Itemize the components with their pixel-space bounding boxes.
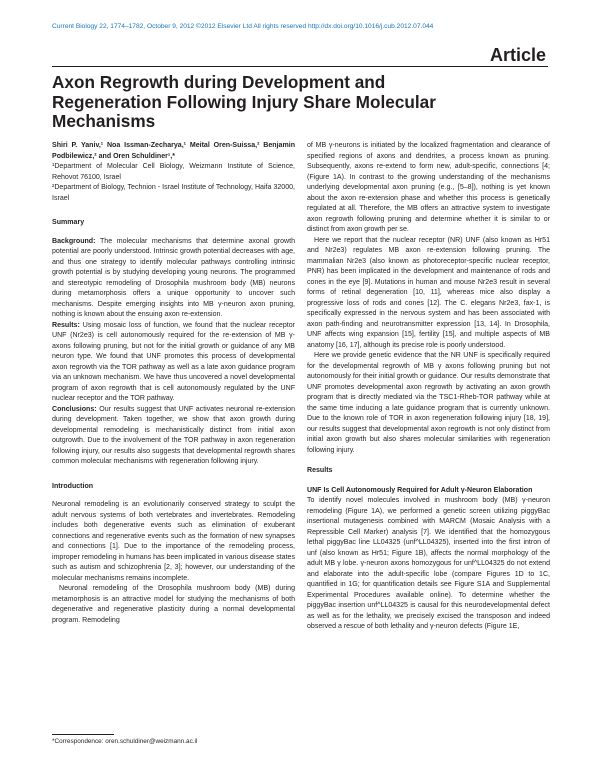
paper-title: Axon Regrowth during Development and Regeneration Following Injury Share Molecular Mechanisms — [52, 72, 436, 131]
affiliation-1: ¹Department of Molecular Cell Biology, Weizmann Institute of Science, Rehovot 76100, Israel — [52, 163, 295, 181]
body-paragraph-3: Here we provide genetic evidence that the NR UNF is specifically required for the developmental regrowth of MB γ axons following pruning but not autonomously for their initial growth or guidance. Our results demonstrate that UNF promotes developmental axon regrowth by activating an axon growth program that is directly mediated via the TSC1-Rheb-TOR pathway while at the same time inducing a late guidance program that is currently unknown. Due to the known role of TOR in axon regeneration following injury [18, 19], our results suggest that developmental axon regrowth is not only distinct from initial axon growth but also shares molecular similarities with regeneration following injury. — [307, 352, 550, 454]
left-column — [52, 141, 295, 626]
article-type-label: Article — [489, 45, 546, 65]
intro-paragraph-2: Neuronal remodeling of the Drosophila mushroom body (MB) during metamorphosis is an attractive model for studying the mechanisms of both degenerative and regenerative plasticity during a normal developmental program. Remodeling — [52, 585, 295, 624]
author-list: Shiri P. Yaniv,¹ Noa Issman-Zecharya,¹ Meital Oren-Suissa,² Benjamin Podbilewicz,² and Oren Schuldiner¹,* — [52, 142, 295, 160]
results-label: Results: — [52, 321, 80, 329]
body-paragraph-1: of MB γ-neurons is initiated by the localized fragmentation and clearance of specified regions of axons and dendrites, a process known as pruning. Subsequently, axons re-extend to form new, adult-specific, connections [4; (Figure 1A). In contrast to the growing understanding of the mechanisms underlying developmental axon pruning (e.g., [5–8]), nothing is yet known about the axon re-extension phase and whether this process is genetically regulated at all. Therefore, the MB offers an attractive system to investigate axon regrowth following pruning and determine whether it is similar to or distinct from axon growth per se. — [307, 142, 550, 233]
footnote-divider — [52, 734, 114, 735]
summary-heading: Summary — [52, 219, 85, 226]
correspondence-footnote: *Correspondence: oren.schuldiner@weizmann.ac.il — [52, 738, 198, 745]
results-text: Using mosaic loss of function, we found that the nuclear receptor UNF (Nr2e3) is cell autonomously required for the re-extension of MB γ-axons following pruning, but not for the initial growth or guidance of any MB neuron type. We found that UNF promotes this process of developmental axon regrowth via the TOR pathway as well as a late axon guidance program via an unknown mechanism. We have thus uncovered a novel developmental program of axon regrowth that is cell autonomously regulated by the UNF nuclear receptor and the TOR pathway. — [52, 321, 295, 402]
intro-paragraph-1: Neuronal remodeling is an evolutionarily conserved strategy to sculpt the adult nervous systems of both vertebrates and invertebrates. Remodeling includes both degenerative events such as elimination of exuberant connections and regenerative events such as the formation of new synapses and connections [1]. Due to the importance of the remodeling process, improper remodeling in humans has been implicated in various disease states such as autism and schizophrenia [2, 3]; however, our understanding of the molecular mechanisms remains incomplete. — [52, 501, 295, 582]
results-paragraph-1: To identify novel molecules involved in mushroom body (MB) γ-neuron remodeling (Figure 1A), we performed a genetic screen utilizing piggyBac insertional mutagenesis combined with MARCM (Mosaic Analysis with a Repressible Cell Marker) analysis [7]. We identified that the homozygous lethal piggyBac line LL04325 (unf^LL04325), inserted into the first intron of unf (also known as Hr51; Figure 1B), affects the normal morphology of the adult MB γ lobe. γ-neuron axons homozygous for unf^LL04325 do not extend and elaborate into the adult-specific lobe (compare Figures 1D to 1C, quantified in 1G; for quantification details see Figure S1A and Supplemental Experimental Procedures available online). To determine whether the piggyBac insertion unf^LL04325 is causal for this neurodevelopmental defect as well as for the lethality, we precisely excised the transposon and indeed observed a rescue of both lethality and γ-neuron defects (Figure 1E, — [307, 497, 550, 630]
results-subheading: UNF Is Cell Autonomously Required for Adult γ-Neuron Elaboration — [307, 486, 533, 494]
journal-citation-header: Current Biology 22, 1774–1782, October 9, 2012 ©2012 Elsevier Ltd All rights reserved http://dx.doi.org/10.1016/j.cub.2012.07.044 — [52, 23, 434, 30]
conclusions-label: Conclusions: — [52, 405, 97, 413]
results-heading: Results — [307, 467, 333, 474]
background-text: The molecular mechanisms that determine axonal growth potential are poorly understood. Intrinsic growth potential decreases with age, and thus one strategy to identify molecular pathways controlling intrinsic growth potential is by studying developing young neurons. The programmed and stereotypic remodeling of Drosophila mushroom body (MB) neurons during metamorphosis offers a unique opportunity to uncover such mechanisms. Despite emerging insights into MB γ-neuron axon pruning, nothing is known about the ensuing axon re-extension. — [52, 237, 295, 318]
conclusions-text: Our results suggest that UNF activates neuronal re-extension during development. Taken together, we show that axon growth during developmental remodeling is mechanistically distinct from initial axon outgrowth. Due to the involvement of the TOR pathway in axon regeneration following injury, our results also suggests that developmental regrowth shares common molecular mechanisms with regeneration following injury. — [52, 405, 295, 465]
summary-results — [52, 321, 295, 405]
summary-conclusions — [52, 405, 295, 468]
affiliation-2: ²Department of Biology, Technion - Israel Institute of Technology, Haifa 32000, Israel — [52, 184, 295, 202]
body-paragraph-2: Here we report that the nuclear receptor (NR) UNF (also known as Hr51 and Nr2e3) regulates MB axon re-extension following pruning. The mammalian Nr2e3 (also known as photoreceptor-specific nuclear receptor, PNR) has been implicated in the development and maintenance of rods and cones in the eye [9]. Mutations in human and mouse Nr2e3 result in several forms of retinal degeneration [10, 11], whereas mice also display a progressive loss of rods and cones [12]. The C. elegans Nr2e3, fax-1, is specifically expressed in the nervous system and has been associated with axon path-finding and neurotransmitter expression [13, 14]. In Drosophila, UNF affects wing expansion [15], fertility [15], and multiple aspects of MB anatomy [16, 17], although its precise role is poorly understood. — [307, 236, 550, 349]
background-label: Background: — [52, 237, 96, 245]
right-column — [307, 141, 550, 633]
header-divider — [52, 66, 548, 67]
summary-background — [52, 237, 295, 321]
introduction-heading: Introduction — [52, 482, 94, 490]
